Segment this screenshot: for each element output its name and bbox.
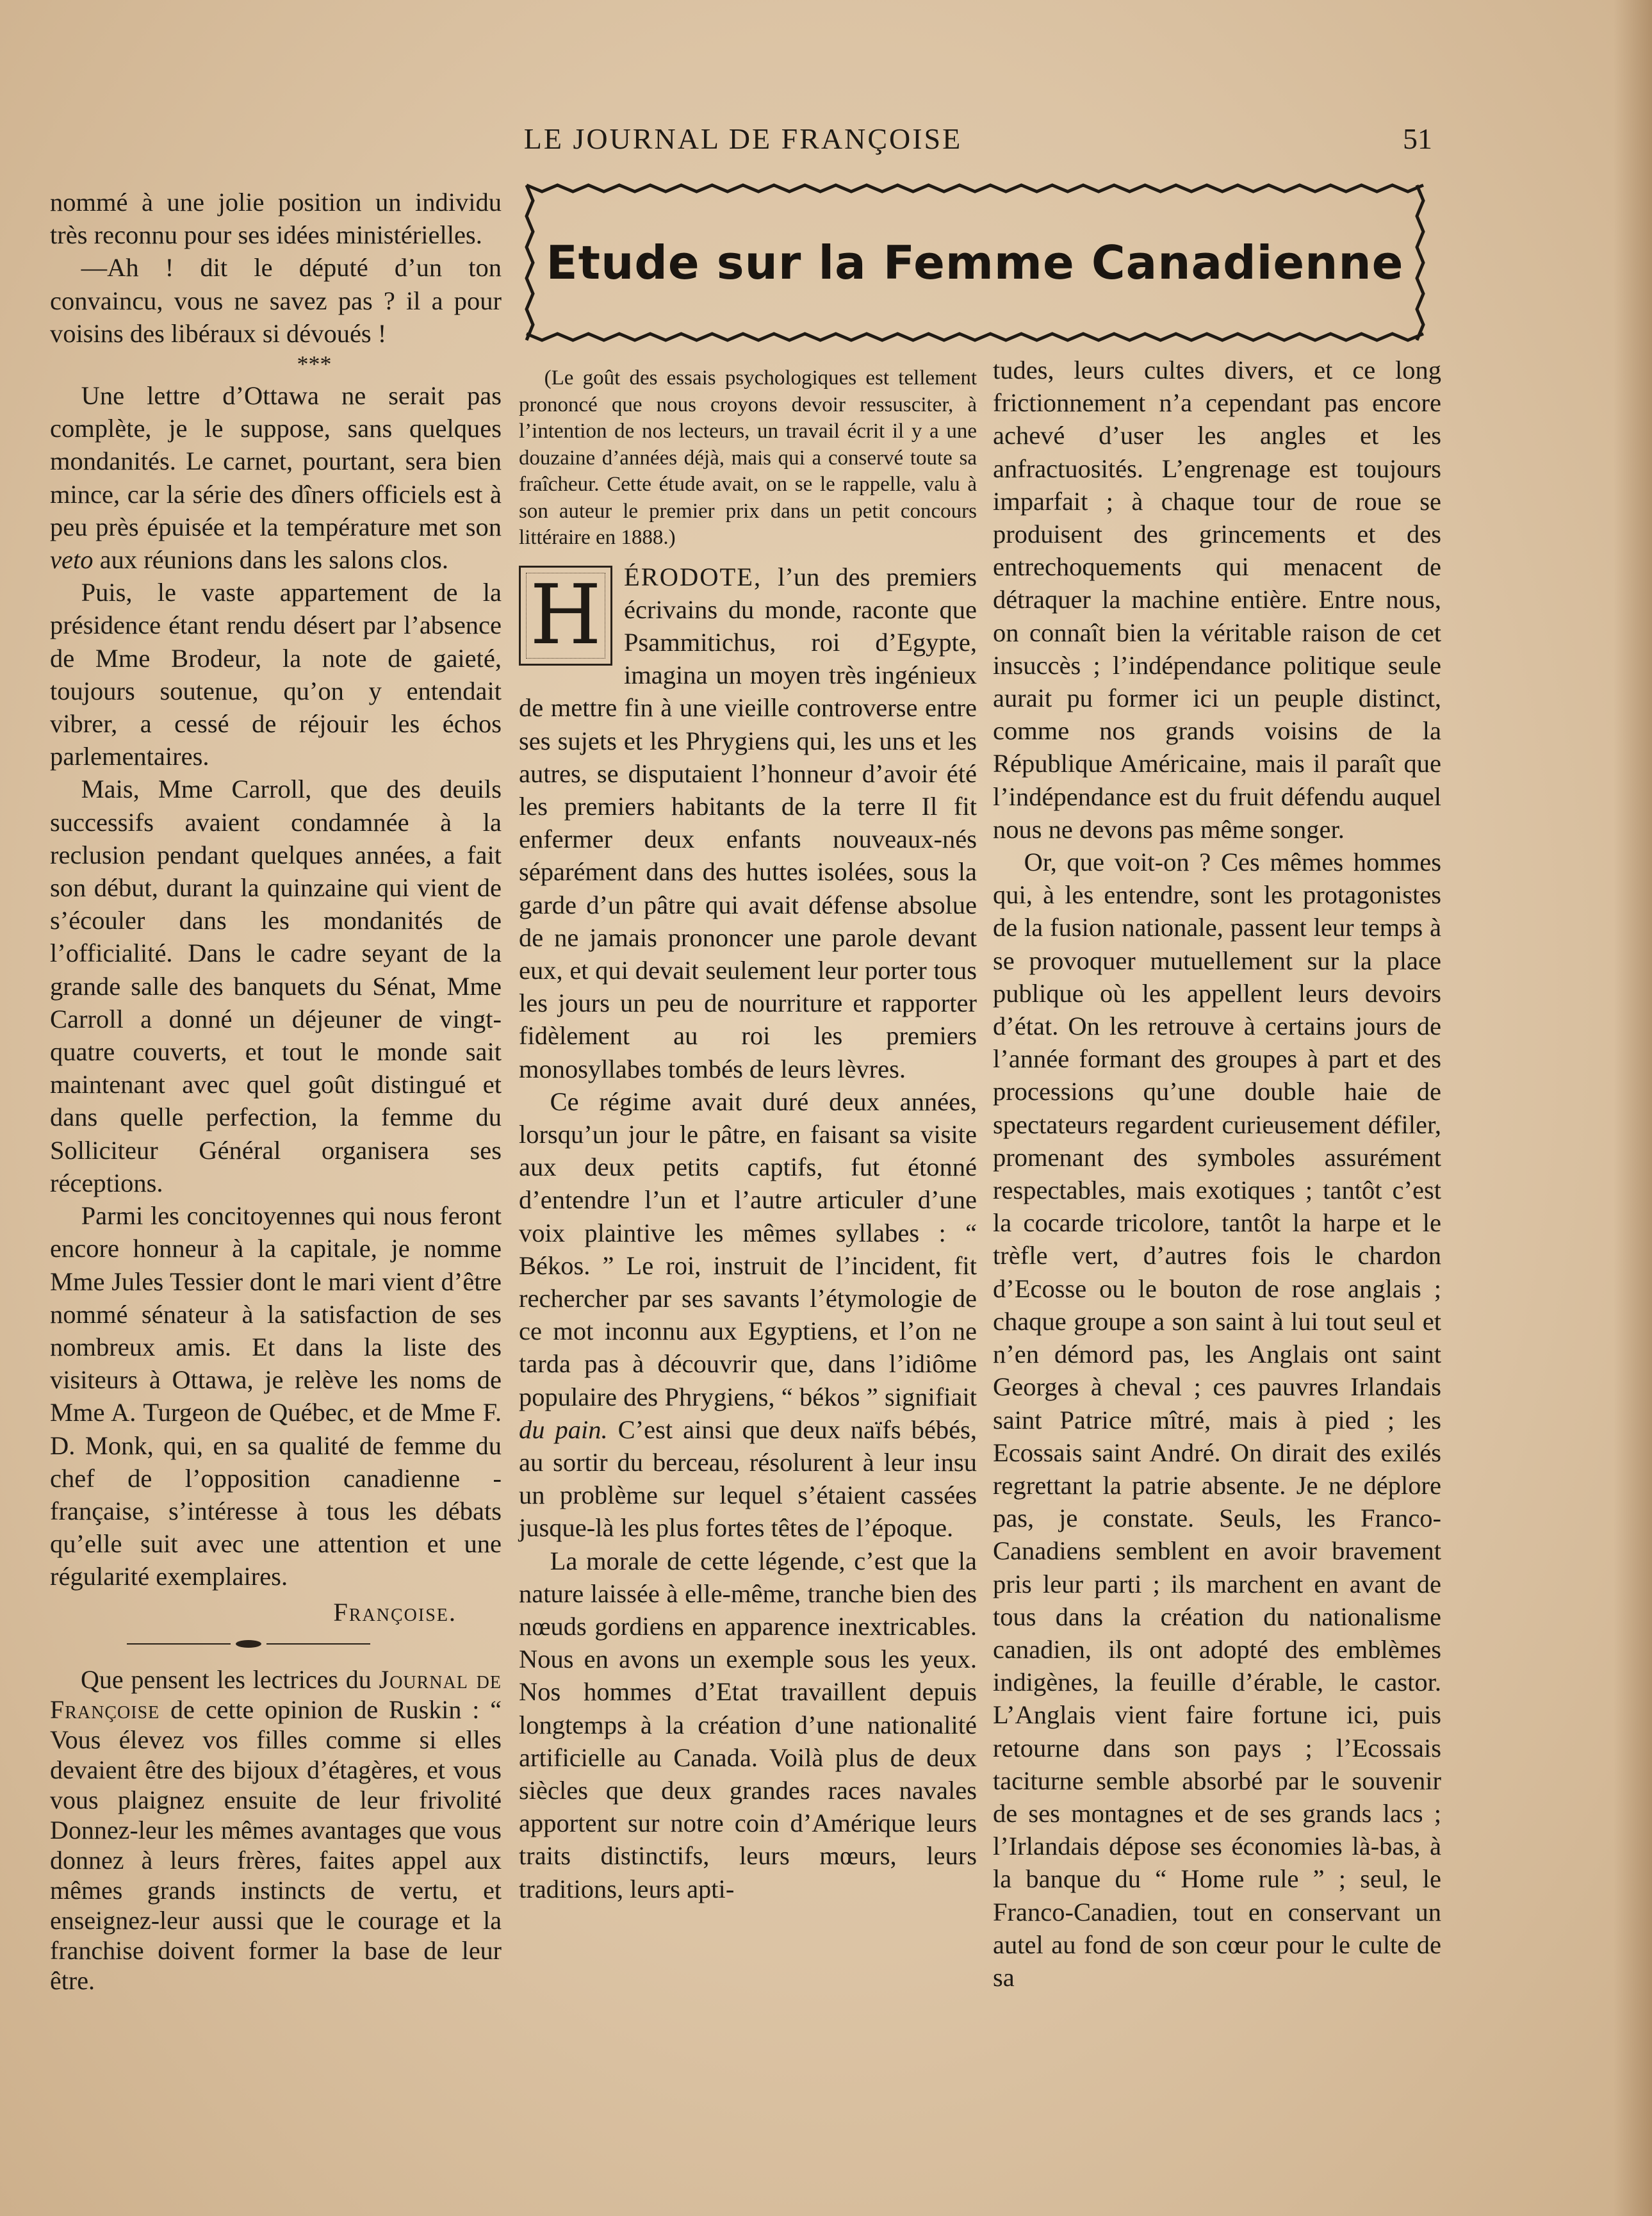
signature: Françoise. (333, 1597, 457, 1627)
text-run: ÉRODOTE, (624, 562, 762, 591)
text-run: Ce régime avait duré deux années, lorsqu’un jour le pâtre, en faisant sa visite aux deux petits captifs, fut étonné d’entendre l’un et l’autre articuler d’une voix plaintive les mêmes syllabes : “ Békos. ” Le roi, instruit de l’incident, fit rechercher par ses savants l’étymologie de ce mot inconnu aux Egyptiens, et l’on ne tarda pas à découvrir que, dans l’idiôme populaire des Phrygiens, “ békos ” signifiait (519, 1087, 977, 1411)
page-number: 51 (1403, 122, 1432, 155)
journal-name: Journal de Françoise (50, 1664, 502, 1724)
paragraph (50, 1664, 502, 1996)
article-title-box (518, 176, 1432, 349)
italic-word: veto (50, 545, 94, 575)
ruskin-note (50, 1664, 502, 1996)
paragraph (50, 379, 502, 576)
text-run: de cette opinion de Ruskin : “ Vous élevez vos filles comme si elles devaient être des bijoux d’étagères, et vous vous plaignez ensuite de leur frivolité Donnez-leur les mêmes avantages que vous donnez à leurs frères, faites appel aux mêmes grands instincts de vertu, et enseignez-leur aussi que le courage et la franchise doivent former la base de leur être. (50, 1695, 502, 1995)
text-run: aux réunions dans les salons clos. (99, 545, 449, 575)
column-middle (519, 365, 977, 1905)
section-stars: *** (297, 351, 332, 377)
drop-cap: H (519, 566, 612, 666)
text-run: Que pensent les lectrices du (81, 1664, 372, 1694)
paragraph: Mais, Mme Carroll, que des deuils successifs avaient condamnée à la reclusion pendant quelques années, a fait son début, durant la quinzaine qui vient de s’écouler dans les mondanités de l’officialité. Dans le cadre seyant de la grande salle des banquets du Sénat, Mme Carroll a donné un déjeuner de vingt-quatre couverts, et tout le monde sait maintenant avec quel goût distingué et dans quelle perfection, la femme du Solliciteur Général organisera ses réceptions. (50, 775, 502, 1197)
paragraph: Puis, le vaste appartement de la présidence étant rendu désert par l’absence de Mme Brodeur, la note de gaieté, toujours soutenue, qu’on y entendait vibrer, a cessé de réjouir les échos parlementaires. (50, 578, 502, 771)
intro-note: (Le goût des essais psychologiques est tellement prononcé que nous croyons devoir ressusciter, à l’intention de nos lecteurs, un travail écrit il y a une douzaine d’années déjà, mais qui a conservé toute sa fraîcheur. Cette étude avait, on se le rappelle, valu à son auteur le premier prix dans un petit concours littéraire en 1888.) (519, 366, 977, 549)
text-run: C’est ainsi que deux naïfs bébés, au sortir du berceau, résolurent à leur insu un problème sur lequel s’étaient cassées jusque-là les plus fortes têtes de l’époque. (519, 1415, 977, 1543)
text-run: l’un des premiers écrivains du monde, raconte que Psammitichus, roi d’Egypte, imagina un moyen très ingénieux de mettre fin à une vieille controverse entre ses sujets et les Phrygiens qui, les uns et les autres, se disputaient l’honneur d’avoir été les premiers habitants de la terre Il fit enfermer deux enfants nouveaux-nés séparément dans des huttes isolées, sous la garde d’un pâtre qui avait défense absolue de ne jamais prononcer une parole devant eux, et qui devait seulement leur porter tous les jours un peu de nourriture et rapporter fidèlement au roi les premiers monosyllabes tombés de leurs lèvres. (519, 562, 977, 1083)
column-left (50, 186, 502, 1996)
paragraph: Parmi les concitoyennes qui nous feront encore honneur à la capitale, je nomme Mme Jules Tessier dont le mari vient d’être nommé sénateur à la satisfaction de ses nombreux amis. Et dans la liste des visiteurs à Ottawa, je relève les noms de Mme A. Turgeon de Québec, et de Mme F. D. Monk, qui, en sa qualité de femme du chef de l’opposition canadienne - française, s’intéresse à tous les débats qu’elle suit avec une attention et une régularité exemplaires. (50, 1201, 502, 1591)
paragraph: Or, que voit-on ? Ces mêmes hommes qui, à les entendre, sont les protagonistes de la fusion nationale, passent leur temps à se provoquer mutuellement sur la place publique où les appellent leurs devoirs d’état. On les retrouve à certains jours de l’année formant des groupes à part et des processions qu’une double haie de spectateurs regardent curieusement défiler, promenant des symboles assurément respectables, mais exotiques ; tantôt c’est la cocarde tricolore, tantôt la harpe et le trèfle vert, d’autres fois le chardon d’Ecosse ou le bouton de rose anglais ; chaque groupe a son saint à lui tout seul et n’en démord pas, les Anglais ont saint Georges à cheval ; ces pauvres Irlandais saint Patrice mîtré, mais à pied ; les Ecossais saint André. On dirait des exilés regrettant la patrie absente. Je ne déplore pas, je constate. Seuls, les Franco-Canadiens semblent en avoir bravement pris leur parti ; ils marchent en avant de tous dans la création du nationalisme canadien, ils ont adopté des emblèmes indigènes, la feuille d’érable, le castor. L’Anglais vient faire fortune ici, puis retourne dans son pays ; l’Ecossais taciturne semble absorbé par le souvenir de ses montagnes et de ses grands lacs ; l’Irlandais dépose ses économies là-bas, à la banque du “ Home rule ” ; seul, le Franco-Canadien, tout en conservant un autel au fond de son cœur pour le culte de sa (993, 848, 1441, 1992)
paragraph: nommé à une jolie position un individu très reconnu pour ses idées ministérielles. (50, 188, 502, 250)
paragraph: —Ah ! dit le député d’un ton convaincu, vous ne savez pas ? il a pour voisins des libéraux si dévoués ! (50, 253, 502, 348)
article-title: Etude sur la Femme Canadienne (546, 236, 1404, 290)
ornamental-rule (127, 1640, 370, 1648)
paragraph: La morale de cette légende, c’est que la nature laissée à elle-même, tranche bien des nœuds gordiens en apparence inextricables. Nous en avons un exemple sous les yeux. Nos hommes d’Etat travaillent depuis longtemps à la création d’une nationalité artificielle au Canada. Voilà plus de deux siècles que deux grandes races navales apportent sur notre coin d’Amérique leurs traits distinctifs, leurs mœurs, leurs traditions, leurs apti- (519, 1546, 977, 1903)
paragraph (519, 1085, 977, 1545)
paragraph (519, 561, 977, 1085)
text-run: Une lettre d’Ottawa ne serait pas complète, je le suppose, sans quelques mondanités. Le carnet, pourtant, sera bien mince, car la série des dîners officiels est à peu près épuisée et la température met son (50, 381, 502, 541)
italic-word: du pain. (519, 1415, 608, 1444)
running-title: LE JOURNAL DE FRANÇOISE (523, 122, 963, 155)
column-right (993, 354, 1441, 1994)
paragraph: tudes, leurs cultes divers, et ce long frictionnement n’a cependant pas encore achevé d’user les angles et les anfractuosités. L’engrenage est toujours imparfait ; à chaque tour de roue se produisent des grincements et des entrechoquements qui menacent de détraquer la machine entière. Entre nous, on connaît bien la véritable raison de cet insuccès ; l’indépendance politique seule aurait pu former ici un peuple distinct, comme nos grands voisins de la République Américaine, mais il paraît que l’indépendance est du fruit défendu auquel nous ne devons pas même songer. (993, 356, 1441, 844)
